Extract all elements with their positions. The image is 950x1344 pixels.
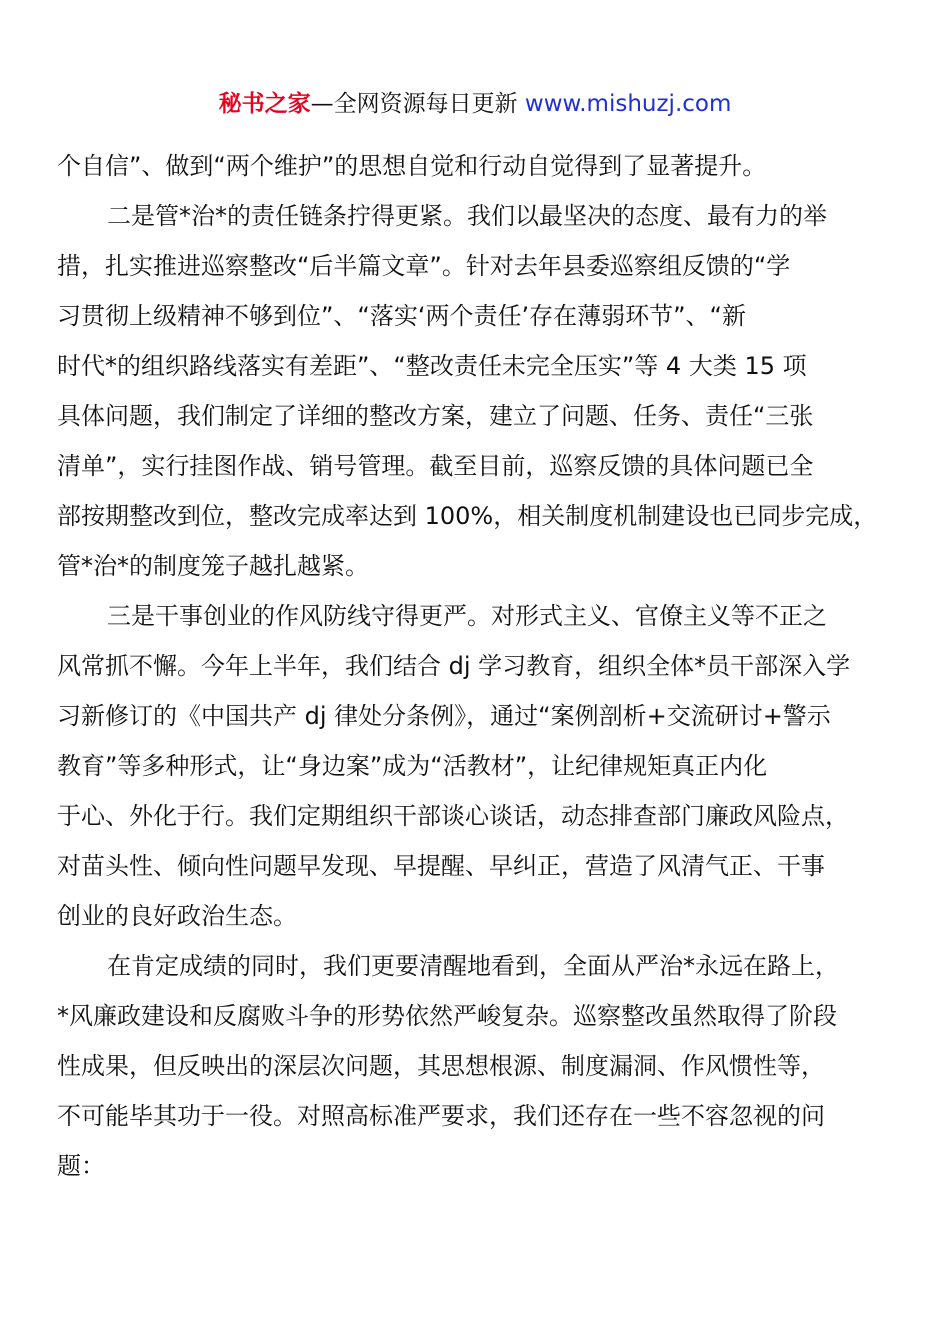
brand-name: 秘书之家 [218, 91, 311, 117]
text-line: 不可能毕其功于一役。对照高标准严要求，我们还存在一些不容忽视的问 [57, 1102, 825, 1130]
text-line: 管*治*的制度笼子越扎越紧。 [57, 552, 369, 580]
text-line: 创业的良好政治生态。 [57, 902, 297, 930]
text-line: 部按期整改到位，整改完成率达到 100%，相关制度机制建设也已同步完成， [57, 502, 878, 530]
text-line: 性成果，但反映出的深层次问题，其思想根源、制度漏洞、作风惯性等， [57, 1052, 825, 1080]
text-line: 教育”等多种形式，让“身边案”成为“活教材”，让纪律规矩真正内化 [57, 752, 768, 780]
paragraph-start-line: 二是管*治*的责任链条拧得更紧。我们以最坚决的态度、最有力的举 [107, 202, 827, 230]
text-line: 于心、外化于行。我们定期组织干部谈心谈话，动态排查部门廉政风险点， [57, 802, 849, 830]
document-body [57, 141, 909, 1191]
text-line: 清单”，实行挂图作战、销号管理。截至目前，巡察反馈的具体问题已全 [57, 452, 814, 480]
text-line: 个自信”、做到“两个维护”的思想自觉和行动自觉得到了显著提升。 [57, 152, 767, 180]
site-url-link[interactable]: www.mishuzj.com [524, 91, 732, 117]
text-line: 习新修订的《中国共产 dj 律处分条例》，通过“案例剖析+交流研讨+警示 [57, 702, 831, 730]
text-line: 题： [57, 1152, 105, 1180]
text-line: 时代*的组织路线落实有差距”、“整改责任未完全压实”等 4 大类 15 项 [57, 352, 807, 380]
text-line: 具体问题，我们制定了详细的整改方案，建立了问题、任务、责任“三张 [57, 402, 814, 430]
site-banner [0, 88, 950, 120]
banner-tagline: —全网资源每日更新 [310, 91, 525, 117]
text-line: 风常抓不懈。今年上半年，我们结合 dj 学习教育，组织全体*员干部深入学 [57, 652, 851, 680]
text-line: 习贯彻上级精神不够到位”、“落实‘两个责任’存在薄弱环节”、“新 [57, 302, 746, 330]
text-line: *风廉政建设和反腐败斗争的形势依然严峻复杂。巡察整改虽然取得了阶段 [57, 1002, 837, 1030]
text-line: 对苗头性、倾向性问题早发现、早提醒、早纠正，营造了风清气正、干事 [57, 852, 825, 880]
paragraph-start-line: 三是干事创业的作风防线守得更严。对形式主义、官僚主义等不正之 [107, 602, 827, 630]
paragraph-start-line: 在肯定成绩的同时，我们更要清醒地看到，全面从严治*永远在路上， [107, 952, 839, 980]
text-line: 措，扎实推进巡察整改“后半篇文章”。针对去年县委巡察组反馈的“学 [57, 252, 791, 280]
